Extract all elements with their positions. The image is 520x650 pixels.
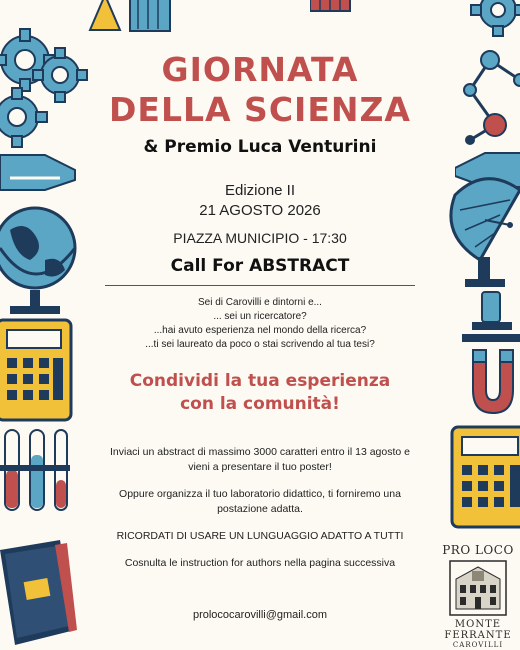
calculator-icon <box>128 0 173 35</box>
divider <box>105 285 415 286</box>
logo-top-text: PRO LOCO <box>442 543 514 557</box>
calculator-icon <box>0 318 75 423</box>
edition: Edizione II <box>224 182 296 199</box>
building-icon <box>448 559 508 617</box>
paragraph-language: RICORDATI DI USARE UN LUNGUAGGIO ADATTO A TUTTI <box>116 530 404 542</box>
title-line-1: GIORNATA <box>161 50 359 89</box>
paragraph-lab: Oppure organizza il tuo laboratorio didattico, ti forniremo una postazione adatta. <box>119 488 401 515</box>
call-for-abstract: Call For ABSTRACT <box>170 256 350 276</box>
cta-line-2: con la comunità! <box>180 394 340 414</box>
intro-questions <box>95 296 425 352</box>
event-date: 21 AGOSTO 2026 <box>199 202 321 219</box>
book-icon <box>0 540 80 650</box>
molecule-icon <box>450 40 520 150</box>
test-tubes-icon <box>0 425 70 520</box>
intro-line: ... sei un ricercatore? <box>213 311 307 322</box>
contact-email[interactable]: prolococarovilli@gmail.com <box>192 609 328 621</box>
gear-icon <box>0 85 50 150</box>
intro-line: ...ti sei laureato da poco o stai scrivendo al tua tesi? <box>145 339 375 350</box>
logo-name-2: FERRANTE <box>444 630 512 641</box>
title-line-2: DELLA SCIENZA <box>109 90 411 129</box>
intro-line: ...hai avuto esperienza nel mondo della ricerca? <box>153 325 367 336</box>
event-title <box>70 50 450 130</box>
gear-icon <box>468 0 520 40</box>
edition-block <box>95 181 425 221</box>
paragraph-abstract: Inviaci un abstract di massimo 3000 caratteri entro il 13 agosto e vieni a presentare il tuo poster! <box>110 446 410 473</box>
magnet-icon <box>458 345 520 420</box>
pro-loco-logo <box>437 543 519 649</box>
flask-icon <box>85 0 125 35</box>
subtitle: & Premio Luca Venturini <box>143 137 377 157</box>
cta-line-1: Condividi la tua esperienza <box>129 371 391 391</box>
logo-name-1: MONTE <box>454 619 502 630</box>
globe-icon <box>0 200 85 320</box>
paragraph-instructions: Cosnulta le instruction for authors nella pagina successiva <box>124 557 396 569</box>
intro-line: Sei di Carovilli e dintorni e... <box>198 297 322 308</box>
logo-town: CAROVILLI <box>452 641 504 649</box>
satellite-dish-icon <box>440 165 520 295</box>
place-time: PIAZZA MUNICIPIO - 17:30 <box>173 230 347 246</box>
call-to-action <box>90 370 430 416</box>
calculator-icon <box>450 425 520 530</box>
test-tubes-icon <box>310 0 355 17</box>
flask-icon <box>0 150 80 195</box>
microscope-icon <box>462 290 520 345</box>
